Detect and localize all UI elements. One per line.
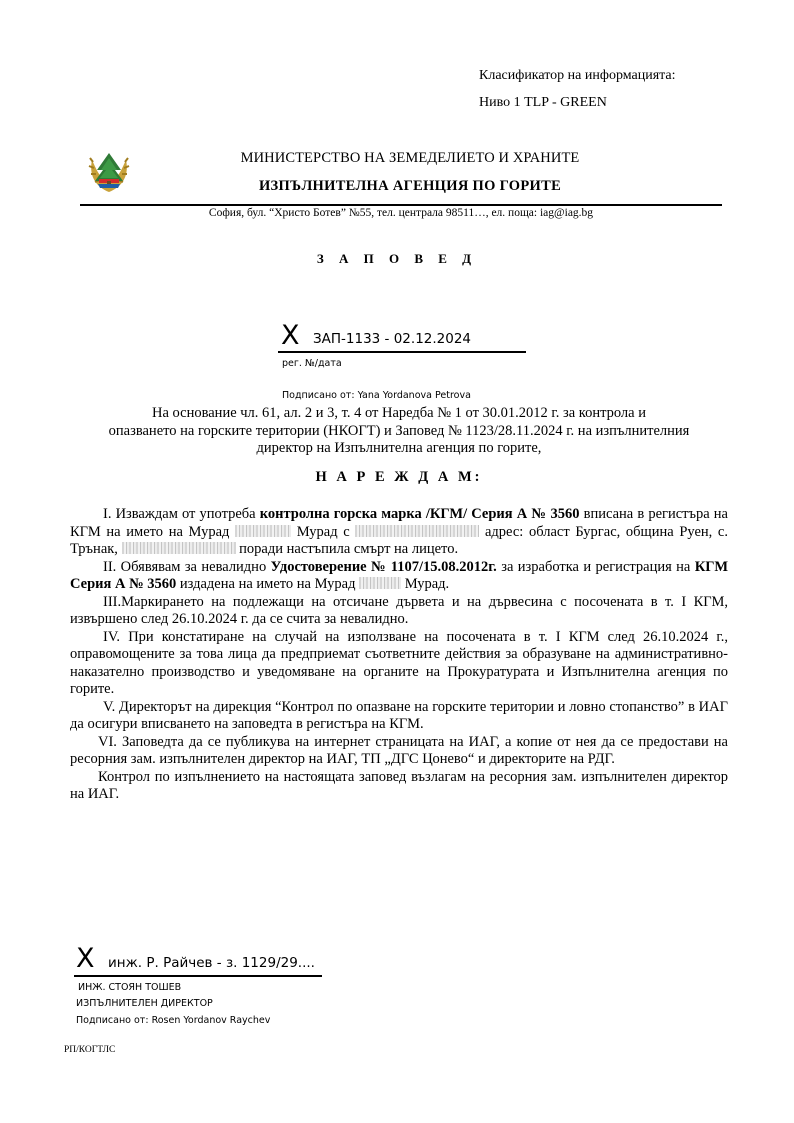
ministry-name: МИНИСТЕРСТВО НА ЗЕМЕДЕЛИЕТО И ХРАНИТЕ bbox=[240, 150, 580, 166]
document-title: З А П О В Е Д bbox=[316, 251, 478, 266]
p2-text-a: II. Обявявам за невалидно bbox=[103, 558, 271, 575]
agency-address: София, бул. “Христо Ботев” №55, тел. централа 98511…, ел. поща: iag@iag.bg bbox=[208, 207, 594, 219]
paragraph-5: V. Директорът на дирекция “Контрол по опазване на горските територии и ловно стопанство” в ИАГ да осигури вписването на заповедта в регистъра на КГМ. bbox=[70, 698, 728, 732]
header-divider bbox=[80, 204, 722, 206]
registration-number: ЗАП-1133 - 02.12.2024 bbox=[313, 331, 472, 347]
registration-line bbox=[278, 351, 526, 353]
p1-text-f: поради настъпила смърт на лицето. bbox=[235, 541, 459, 557]
intro-line-3: директор на Изпълнителна агенция по горите, bbox=[256, 440, 542, 456]
p2-text-e: издадена на името на Мурад bbox=[176, 576, 360, 592]
paragraph-7: Контрол по изпълнението на настоящата заповед възлагам на ресорния зам. изпълнителен директор на ИАГ. bbox=[70, 768, 728, 802]
classifier-label: Класификатор на информацията: bbox=[479, 68, 676, 83]
signature-x-mark: X bbox=[76, 943, 95, 974]
redacted-id bbox=[355, 525, 479, 537]
redacted-name-2 bbox=[359, 577, 401, 589]
p1-text-b: контролна горска марка /КГМ/ Серия А № 3560 bbox=[259, 506, 580, 522]
intro-line-2: опазването на горските територии (НКОГТ) и Заповед № 1123/28.11.2024 г. на изпълнителния bbox=[108, 422, 690, 439]
p1-text-a: I. Изваждам от употреба bbox=[103, 506, 260, 522]
p2-text-b: Удостоверение № 1107/15.08.2012г. bbox=[270, 558, 497, 575]
paragraph-6: VI. Заповедта да се публикува на интернет страницата на ИАГ, а копие от нея да се предостави на ресорния зам. изпълнителен директор на ИАГ, ТП „ДГС Цонево“ и директорите на РДГ. bbox=[70, 733, 728, 767]
registration-signed-by: Подписано от: Yana Yordanova Petrova bbox=[282, 390, 471, 401]
signer-position: ИЗПЪЛНИТЕЛЕН ДИРЕКТОР bbox=[76, 998, 213, 1009]
registration-caption: рег. №/дата bbox=[282, 358, 342, 369]
registration-x-mark: X bbox=[281, 320, 300, 351]
p1-text-c: вписана в регистъра на КГМ на името на Мурад bbox=[70, 506, 728, 540]
order-heading: Н А Р Е Ж Д А М: bbox=[315, 468, 483, 485]
intro-line-1: На основание чл. 61, ал. 2 и 3, т. 4 от Наредба № 1 от 30.01.2012 г. за контрола и bbox=[152, 405, 646, 421]
paragraph-1 bbox=[70, 506, 728, 559]
p2-text-d: КГМ Серия А № 3560 bbox=[70, 558, 728, 592]
agency-name: ИЗПЪЛНИТЕЛНА АГЕНЦИЯ ПО ГОРИТЕ bbox=[258, 178, 562, 194]
p2-text-f: Мурад. bbox=[401, 576, 450, 592]
order-body bbox=[70, 405, 728, 804]
paragraph-4: IV. При констатиране на случай на използване на посочената в т. I КГМ след 26.10.2024 г., оправомощените за това лица да предприемат съответните действия за образуване на административно-наказателно производство и уведомяване на органите на Прокуратурата и Изпълнителна агенция по горите. bbox=[70, 628, 728, 697]
paragraph-2 bbox=[70, 559, 728, 594]
redacted-address bbox=[122, 542, 236, 554]
footer-reference: РП/КОГТЛС bbox=[64, 1045, 116, 1055]
redacted-name bbox=[235, 525, 291, 537]
signature-signed-by: Подписано от: Rosen Yordanov Raychev bbox=[76, 1015, 271, 1026]
signer-name: ИНЖ. СТОЯН ТОШЕВ bbox=[78, 982, 182, 993]
forestry-agency-emblem-icon bbox=[84, 146, 134, 196]
p1-text-e: адрес: област Бургас, община Руен, с. Трънак, bbox=[70, 523, 728, 557]
p2-text-c: за изработка и регистрация на bbox=[496, 558, 695, 575]
signature-line bbox=[74, 975, 322, 977]
p1-text-d: Мурад с bbox=[291, 523, 356, 540]
classifier-level: Ниво 1 TLP - GREEN bbox=[479, 95, 607, 110]
paragraph-3: III.Маркирането на подлежащи на отсичане дървета и на дървесина с посочената в т. I КГМ, извършено след 26.10.2024 г. да се счита за невалидно. bbox=[70, 593, 728, 627]
signature-value: инж. Р. Райчев - з. 1129/29.... bbox=[108, 955, 315, 971]
